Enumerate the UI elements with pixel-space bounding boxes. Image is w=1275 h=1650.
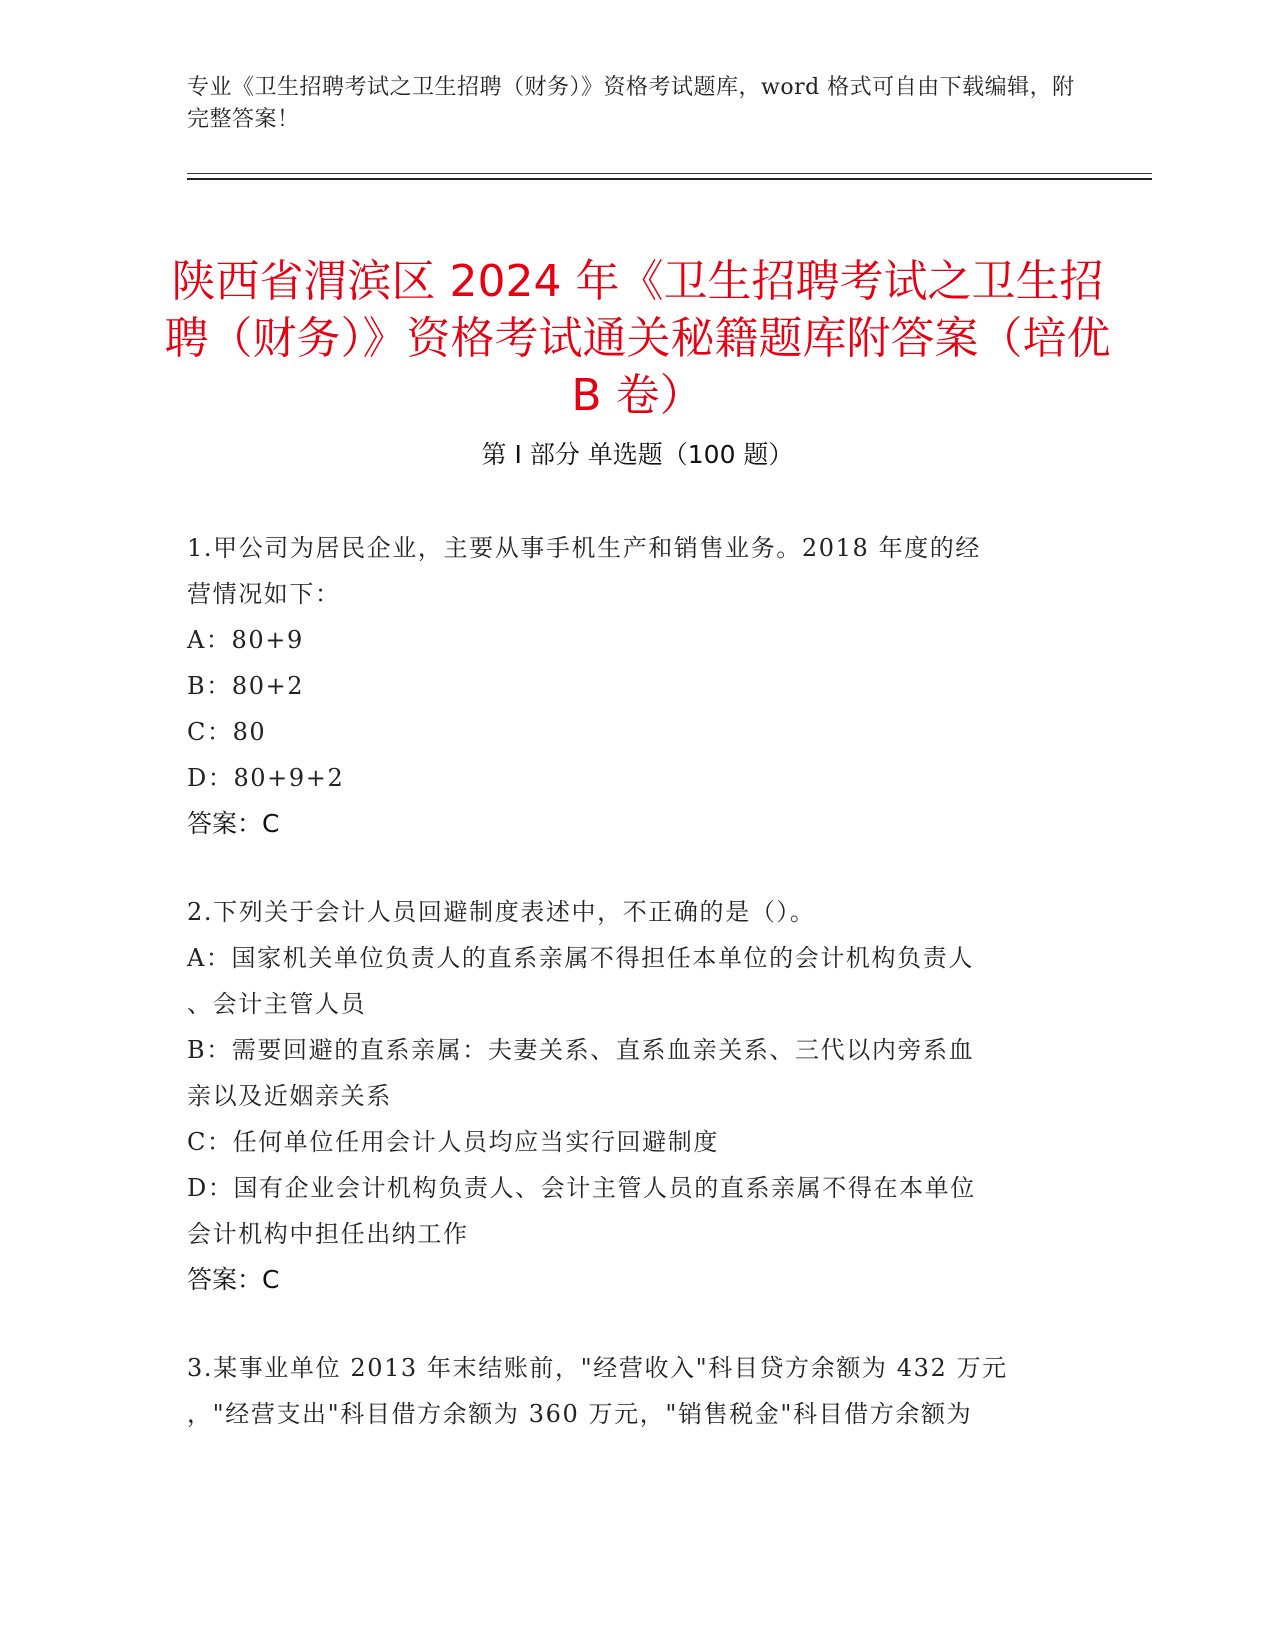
question-1 (187, 525, 1077, 847)
question-stem-line: 2.下列关于会计人员回避制度表述中，不正确的是（）。 (187, 898, 816, 926)
option-c: C：任何单位任用会计人员均应当实行回避制度 (187, 1128, 719, 1156)
answer-line: 答案：C (187, 1265, 280, 1294)
header-rule-thick (187, 178, 1152, 180)
question-3 (187, 1345, 1077, 1437)
section-heading: 第 I 部分 单选题（100 题） (481, 440, 794, 469)
question-2 (187, 889, 1077, 1303)
option-d: D：国有企业会计机构负责人、会计主管人员的直系亲属不得在本单位 (187, 1174, 976, 1202)
option-b: B：需要回避的直系亲属：夫妻关系、直系血亲关系、三代以内旁系血 (187, 1036, 975, 1064)
option-a: A：国家机关单位负责人的直系亲属不得担任本单位的会计机构负责人 (187, 944, 974, 972)
option-c: C：80 (187, 718, 267, 746)
answer-line: 答案：C (187, 809, 280, 838)
option-b: B：80+2 (187, 672, 305, 700)
option-a-continued: 、会计主管人员 (187, 990, 367, 1018)
option-a: A：80+9 (187, 626, 304, 654)
option-d-continued: 会计机构中担任出纳工作 (187, 1220, 469, 1248)
question-stem-line: ，"经营支出"科目借方余额为 360 万元，"销售税金"科目借方余额为 (187, 1400, 973, 1428)
question-stem-line: 营情况如下： (187, 580, 341, 608)
header-note: 专业《卫生招聘考试之卫生招聘（财务）》资格考试题库，word 格式可自由下载编辑，附完整答案！ (187, 75, 1075, 132)
question-stem-line: 3.某事业单位 2013 年末结账前，"经营收入"科目贷方余额为 432 万元 (187, 1354, 1008, 1382)
header-rule-thin (187, 173, 1152, 174)
option-d: D：80+9+2 (187, 764, 345, 792)
question-stem-line: 1.甲公司为居民企业，主要从事手机生产和销售业务。2018 年度的经 (187, 534, 982, 562)
document-title: 陕西省渭滨区 2024 年《卫生招聘考试之卫生招聘（财务）》资格考试通关秘籍题库附答案（培优 B 卷） (164, 256, 1111, 422)
option-b-continued: 亲以及近姻亲关系 (187, 1082, 392, 1110)
question-list (187, 525, 1077, 1479)
